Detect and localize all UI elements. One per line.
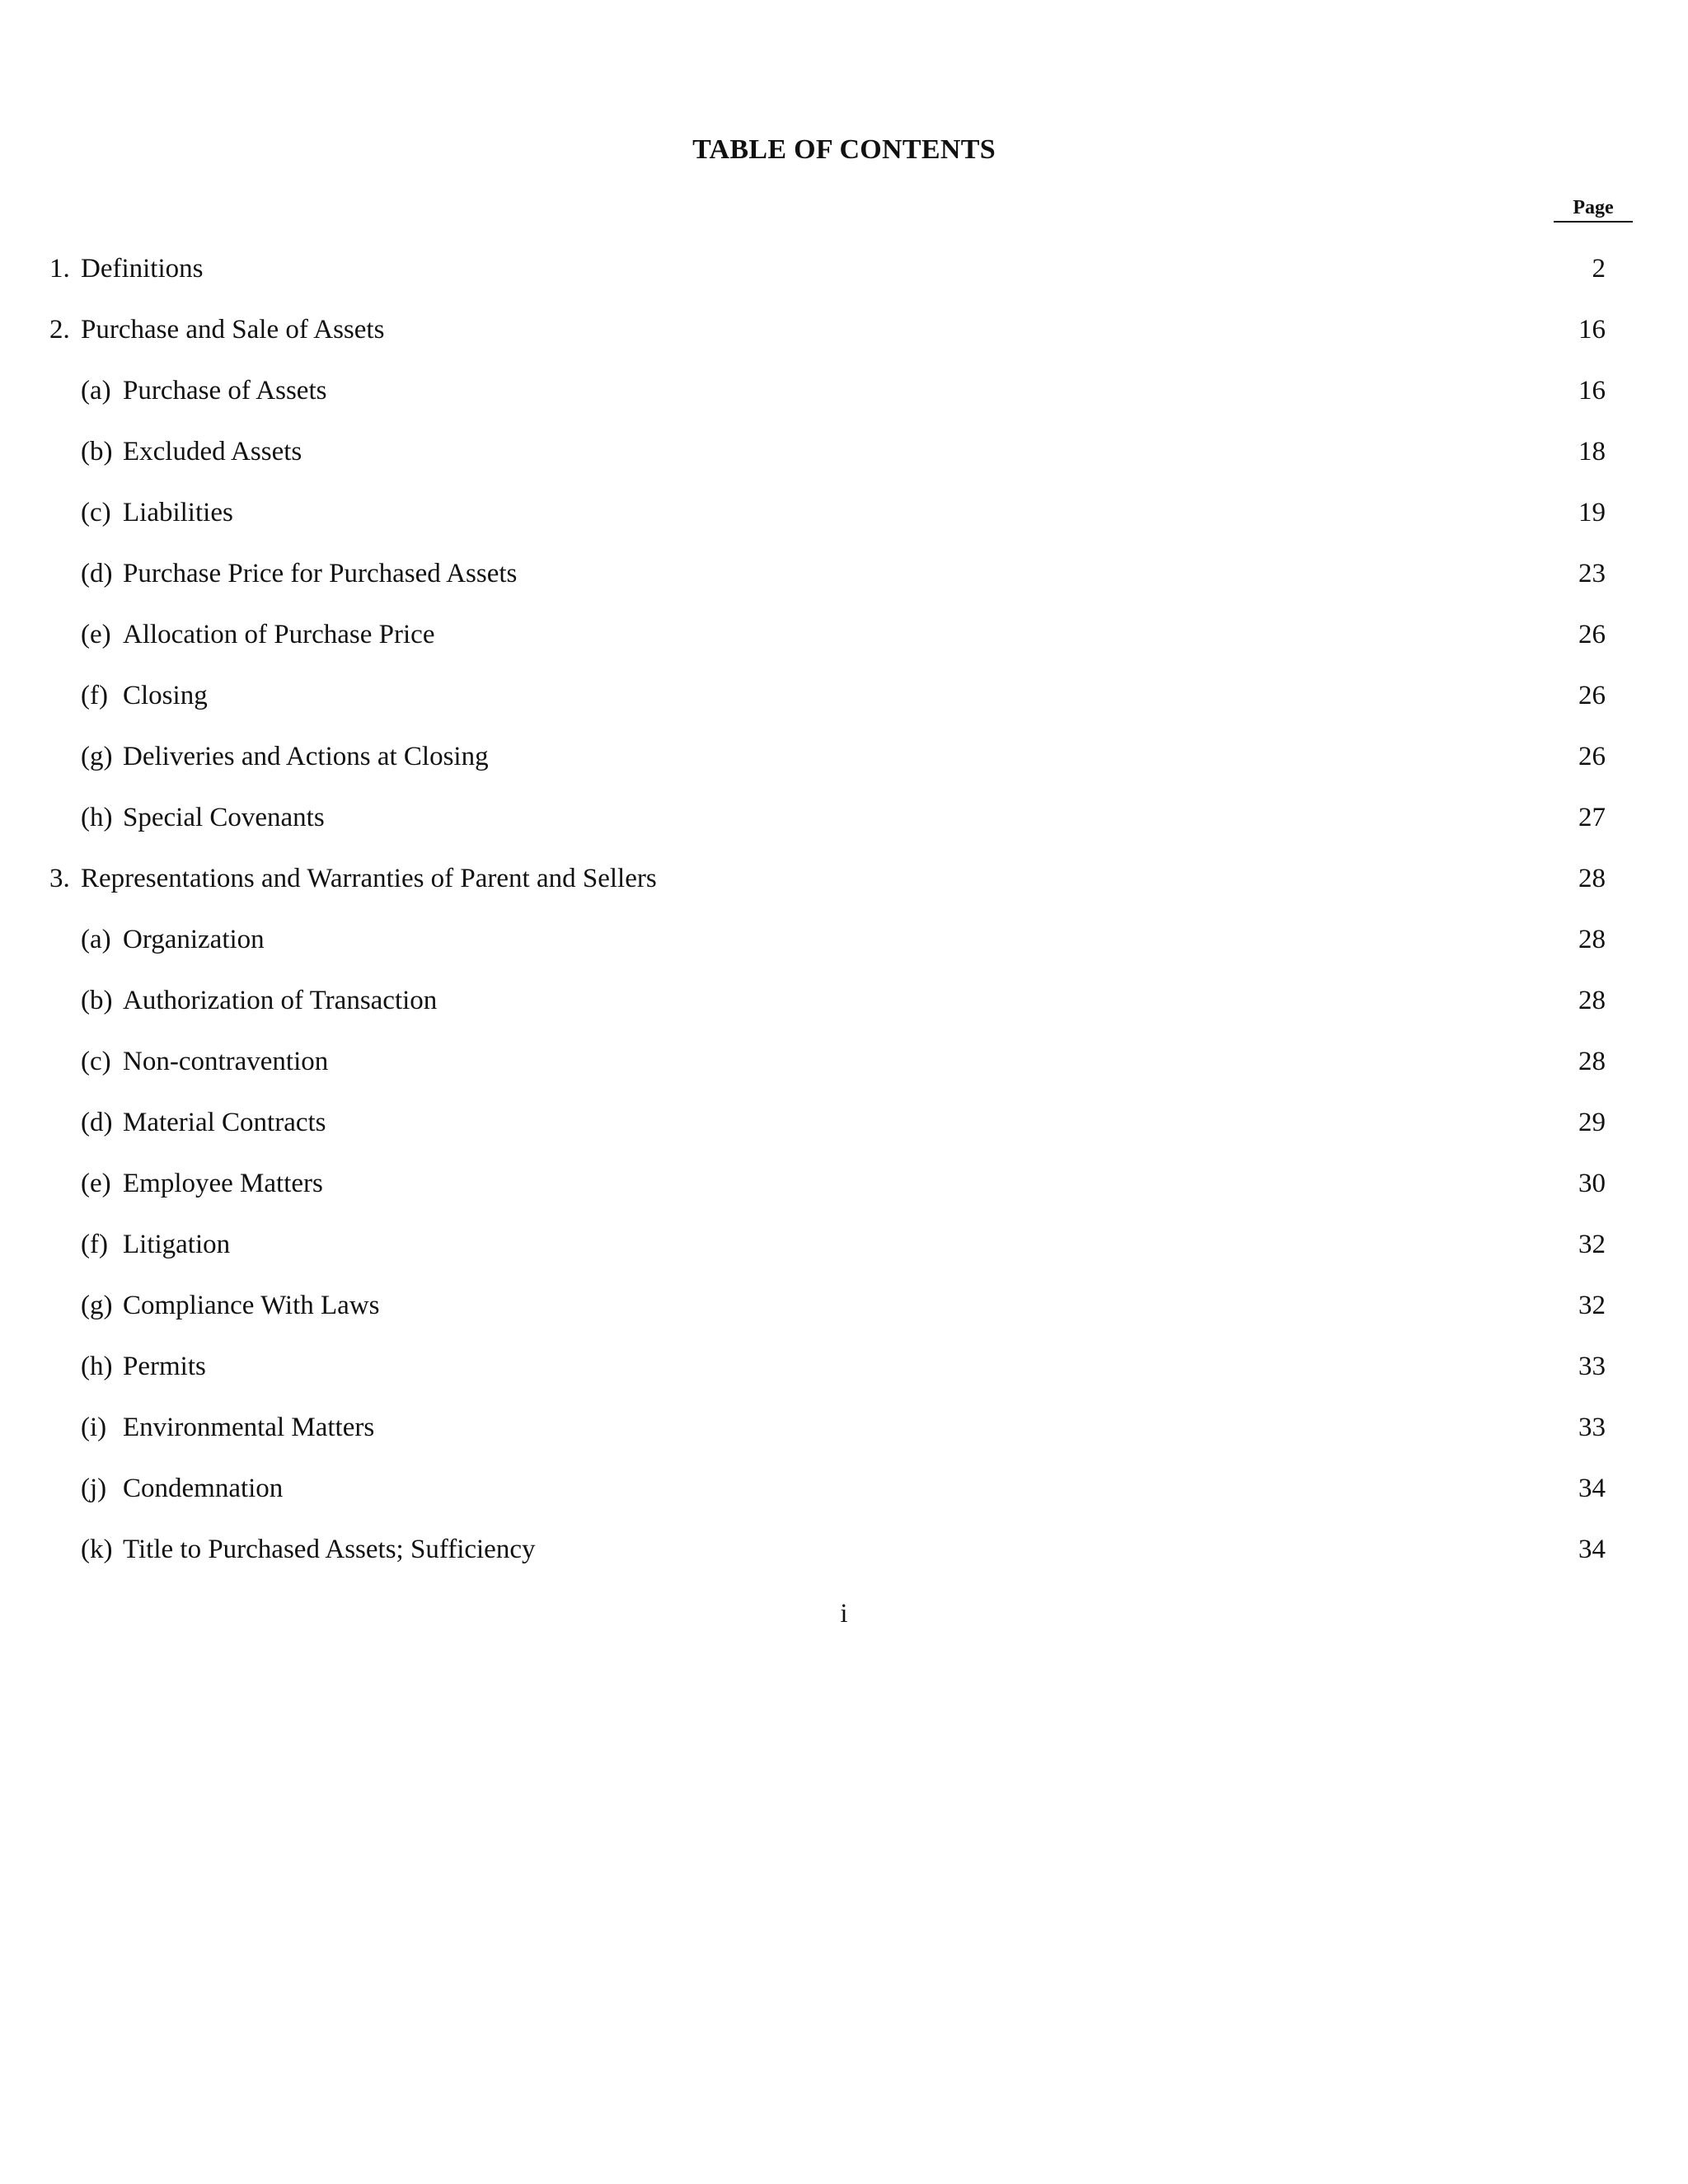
toc-entry-page: 28 bbox=[1578, 925, 1606, 954]
toc-entry-page: 30 bbox=[1578, 1169, 1606, 1198]
toc-entry-number: 3. bbox=[49, 864, 70, 893]
toc-entry-number: (c) bbox=[81, 1047, 111, 1076]
toc-entry-number: (a) bbox=[81, 925, 111, 954]
toc-entry-page: 28 bbox=[1578, 986, 1606, 1015]
toc-entry[interactable] bbox=[0, 491, 1688, 552]
toc-entry-label: Definitions bbox=[81, 254, 204, 284]
toc-entry-number: (a) bbox=[81, 376, 111, 405]
toc-entry[interactable] bbox=[0, 1528, 1688, 1589]
toc-entry[interactable] bbox=[0, 1345, 1688, 1406]
toc-entry[interactable] bbox=[0, 796, 1688, 857]
toc-entry-page: 28 bbox=[1578, 864, 1606, 893]
toc-entry-page: 29 bbox=[1578, 1108, 1606, 1137]
toc-entry-page: 16 bbox=[1578, 315, 1606, 344]
page-column-header: Page bbox=[1554, 196, 1633, 223]
toc-entry[interactable] bbox=[0, 1467, 1688, 1528]
toc-entry[interactable] bbox=[0, 979, 1688, 1040]
toc-entry-label: Deliveries and Actions at Closing bbox=[123, 742, 489, 771]
toc-entry-label: Title to Purchased Assets; Sufficiency bbox=[123, 1535, 536, 1564]
toc-entry[interactable] bbox=[0, 1223, 1688, 1284]
toc-entry[interactable] bbox=[0, 308, 1688, 369]
toc-entry-number: (i) bbox=[81, 1413, 107, 1442]
toc-entry-page: 32 bbox=[1578, 1230, 1606, 1259]
toc-entry-page: 23 bbox=[1578, 559, 1606, 588]
toc-entry-number: (f) bbox=[81, 681, 108, 710]
toc-entry-page: 26 bbox=[1578, 742, 1606, 771]
toc-entry-number: (d) bbox=[81, 1108, 113, 1137]
toc-entry[interactable] bbox=[0, 430, 1688, 491]
toc-entry-label: Litigation bbox=[123, 1230, 231, 1259]
toc-entry[interactable] bbox=[0, 1101, 1688, 1162]
toc-entry-number: (c) bbox=[81, 498, 111, 527]
toc-entry[interactable] bbox=[0, 674, 1688, 735]
toc-entry-number: (g) bbox=[81, 1291, 113, 1320]
page-number: i bbox=[840, 1599, 848, 1629]
toc-entry[interactable] bbox=[0, 369, 1688, 430]
toc-entry-number: (b) bbox=[81, 437, 113, 466]
toc-entry-number: (e) bbox=[81, 620, 111, 649]
toc-entry[interactable] bbox=[0, 247, 1688, 308]
toc-entry-label: Purchase and Sale of Assets bbox=[81, 315, 385, 344]
toc-entry-label: Condemnation bbox=[123, 1474, 284, 1503]
toc-entry-number: (h) bbox=[81, 1352, 113, 1381]
toc-entry-number: (f) bbox=[81, 1230, 108, 1259]
toc-entry-page: 18 bbox=[1578, 437, 1606, 466]
toc-entry-page: 28 bbox=[1578, 1047, 1606, 1076]
toc-entry-label: Organization bbox=[123, 925, 265, 954]
toc-entry-number: (e) bbox=[81, 1169, 111, 1198]
toc-entry[interactable] bbox=[0, 918, 1688, 979]
toc-entry-number: (g) bbox=[81, 742, 113, 771]
toc-entry-page: 26 bbox=[1578, 620, 1606, 649]
toc-entry-label: Employee Matters bbox=[123, 1169, 323, 1198]
toc-entry-label: Representations and Warranties of Parent and Sellers bbox=[81, 864, 657, 893]
toc-entry-label: Material Contracts bbox=[123, 1108, 326, 1137]
toc-entry-page: 33 bbox=[1578, 1352, 1606, 1381]
toc-entry-label: Allocation of Purchase Price bbox=[123, 620, 435, 649]
toc-entry-label: Excluded Assets bbox=[123, 437, 302, 466]
toc-entry-page: 26 bbox=[1578, 681, 1606, 710]
toc-entry-page: 27 bbox=[1578, 803, 1606, 832]
toc-entry-label: Compliance With Laws bbox=[123, 1291, 380, 1320]
toc-entry-label: Environmental Matters bbox=[123, 1413, 375, 1442]
toc-entry-number: 1. bbox=[49, 254, 70, 284]
toc-entry[interactable] bbox=[0, 735, 1688, 796]
toc-entry-label: Closing bbox=[123, 681, 208, 710]
toc-entry-number: (d) bbox=[81, 559, 113, 588]
toc-entry-page: 34 bbox=[1578, 1474, 1606, 1503]
toc-entry-label: Authorization of Transaction bbox=[123, 986, 438, 1015]
toc-entry[interactable] bbox=[0, 1040, 1688, 1101]
toc-entry[interactable] bbox=[0, 1162, 1688, 1223]
toc-entry-number: 2. bbox=[49, 315, 70, 344]
toc-entry[interactable] bbox=[0, 552, 1688, 613]
toc-entry[interactable] bbox=[0, 1406, 1688, 1467]
toc-title: TABLE OF CONTENTS bbox=[692, 134, 996, 165]
toc-list bbox=[0, 247, 1688, 1589]
toc-entry-label: Purchase Price for Purchased Assets bbox=[123, 559, 518, 588]
toc-entry-label: Purchase of Assets bbox=[123, 376, 327, 405]
toc-entry-page: 33 bbox=[1578, 1413, 1606, 1442]
toc-entry[interactable] bbox=[0, 857, 1688, 918]
toc-entry-label: Non-contravention bbox=[123, 1047, 329, 1076]
toc-entry-label: Liabilities bbox=[123, 498, 233, 527]
toc-entry-page: 32 bbox=[1578, 1291, 1606, 1320]
toc-entry[interactable] bbox=[0, 613, 1688, 674]
toc-entry-page: 16 bbox=[1578, 376, 1606, 405]
toc-entry-page: 34 bbox=[1578, 1535, 1606, 1564]
toc-entry-number: (h) bbox=[81, 803, 113, 832]
toc-entry-label: Special Covenants bbox=[123, 803, 325, 832]
toc-entry-number: (k) bbox=[81, 1535, 113, 1564]
toc-entry[interactable] bbox=[0, 1284, 1688, 1345]
toc-entry-page: 2 bbox=[1592, 254, 1606, 284]
toc-entry-number: (b) bbox=[81, 986, 113, 1015]
toc-entry-label: Permits bbox=[123, 1352, 206, 1381]
toc-entry-number: (j) bbox=[81, 1474, 107, 1503]
toc-entry-page: 19 bbox=[1578, 498, 1606, 527]
